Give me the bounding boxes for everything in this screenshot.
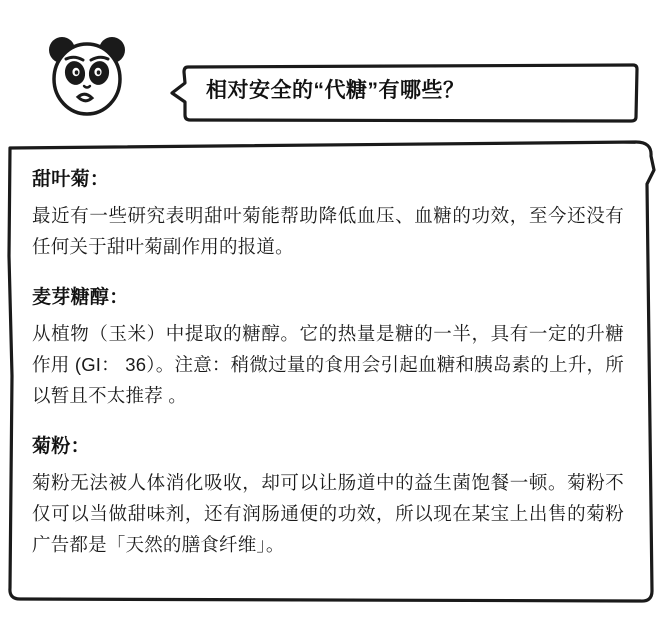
speech-bubble [170, 62, 640, 124]
section-body: 从植物（玉米）中提取的糖醇。它的热量是糖的一半，具有一定的升糖作用 (GI： 36）。注意：稍微过量的食用会引起血糖和胰岛素的上升，所以暂且不太推荐 。 [32, 323, 624, 406]
section-stevia [32, 164, 624, 262]
section-title: 麦芽糖醇： [32, 287, 129, 308]
section-title: 菊粉： [32, 436, 90, 457]
section-inulin [32, 431, 624, 560]
section-body: 菊粉无法被人体消化吸收，却可以让肠道中的益生菌饱餐一顿。菊粉不仅可以当做甜味剂，还有润肠通便的功效，所以现在某宝上出售的菊粉广告都是「天然的膳食纤维」。 [32, 472, 624, 555]
content-panel [6, 136, 661, 606]
panda-face-icon [44, 34, 130, 118]
section-title: 甜叶菊： [32, 169, 110, 190]
panel-content [32, 164, 624, 560]
section-maltitol [32, 282, 624, 411]
header-row [0, 22, 667, 122]
bubble-question-text: 相对安全的“代糖”有哪些？ [206, 79, 465, 102]
section-body: 最近有一些研究表明甜叶菊能帮助降低血压、血糖的功效，至今还没有任何关于甜叶菊副作用的报道。 [32, 205, 624, 257]
